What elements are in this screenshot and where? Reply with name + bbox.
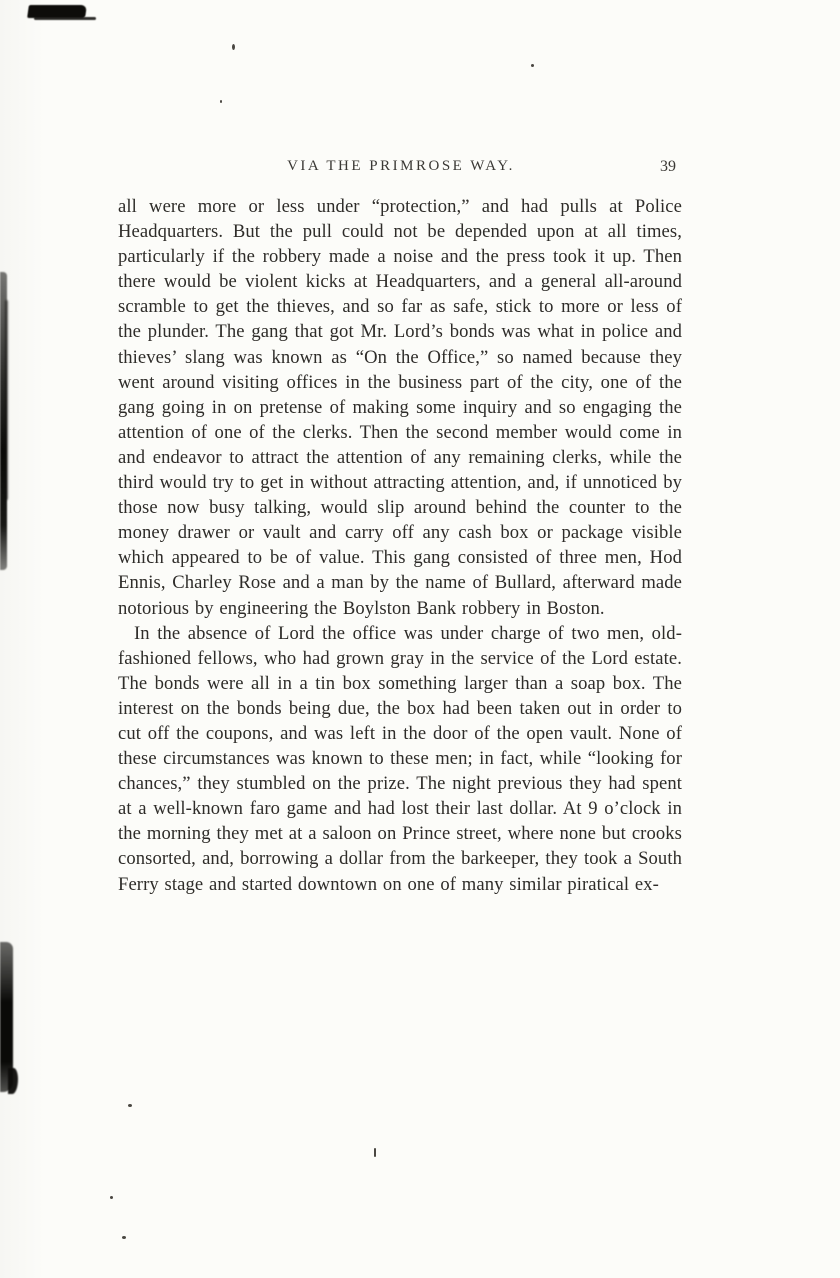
page-header — [120, 158, 682, 180]
paragraph: all were more or less under “protection,” and had pulls at Police Headquarters. But the pull could not be depended upon at all times, particularly if the robbery made a noise and the press took it up. Then there would be violent kicks at Headquarters, and a general all-around scramble to get the thieves, and so far as safe, stick to more or less of the plunder. The gang that got Mr. Lord’s bonds was what in police and thieves’ slang was known as “On the Office,” so named because they went around visiting offices in the business part of the city, one of the gang going in on pretense of making some inquiry and so engaging the attention of one of the clerks. Then the second member would come in and endeavor to attract the attention of any remaining clerks, while the third would try to get in without attracting attention, and, if unnoticed by those now busy talking, would slip around behind the counter to the money drawer or vault and carry off any cash box or package visible which appeared to be of value. This gang consisted of three men, Hod Ennis, Charley Rose and a man by the name of Bullard, afterward made notorious by engineering the Boylston Bank robbery in Boston. — [118, 196, 682, 619]
running-title: VIA THE PRIMROSE WAY. — [287, 158, 515, 174]
ink-smudge-top-left-tail — [34, 17, 96, 20]
page-number: 39 — [660, 158, 676, 175]
paragraph: In the absence of Lord the office was under charge of two men, old-fashioned fellows, who had grown gray in the service of the Lord estate. The bonds were all in a tin box something larger than a soap box. The interest on the bonds being due, the box had been taken out in order to cut off the coupons, and was left in the door of the open vault. None of these circumstances was known to these men; in fact, while “looking for chances,” they stumbled on the prize. The night previous they had spent at a well-known faro game and had lost their last dollar. At 9 o’clock in the morning they met at a saloon on Prince street, where none but crooks consorted, and, borrowing a dollar from the barkeeper, they took a South Ferry stage and started downtown on one of many similar piratical ex- — [118, 622, 682, 895]
scan-speck — [220, 100, 222, 103]
scan-speck — [232, 44, 235, 50]
scan-speck — [374, 1148, 376, 1157]
binding-ink-streak-lower-point — [8, 1068, 18, 1094]
scan-speck — [110, 1196, 113, 1199]
scan-speck — [122, 1236, 126, 1239]
scan-speck — [531, 64, 534, 67]
binding-ink-streak-upper-edge — [5, 300, 8, 500]
page-body — [118, 194, 682, 897]
scan-speck — [128, 1104, 132, 1107]
